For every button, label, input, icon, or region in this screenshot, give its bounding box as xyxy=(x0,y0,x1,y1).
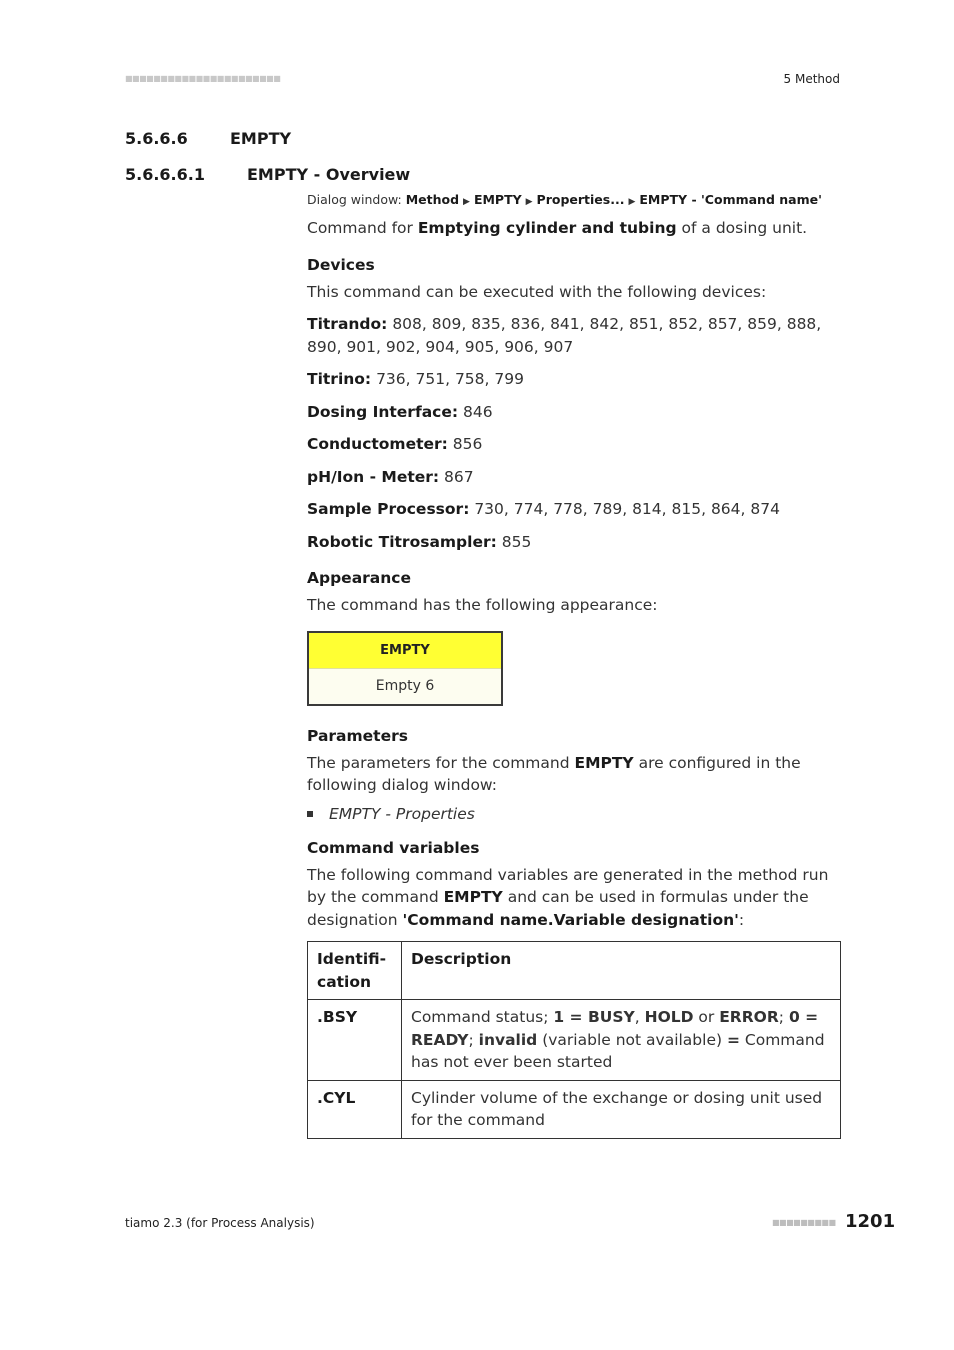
subsection-title: EMPTY - Overview xyxy=(247,165,411,184)
command-box-title: EMPTY xyxy=(309,633,501,669)
devices-text: This command can be executed with the following devices: xyxy=(307,282,767,301)
device-titrando: Titrando: 808, 809, 835, 836, 841, 842, 851, 852, 857, 859, 888, 890, 901, 902, 904, 905, 906, 907 xyxy=(307,315,822,356)
running-header-chapter: 5 Method xyxy=(783,72,840,86)
arrow-right-icon: ▶ xyxy=(628,197,636,207)
appearance-heading: Appearance xyxy=(307,569,411,587)
column-header-identification: Identifi-cation xyxy=(308,942,402,1000)
header-decoration: ■■■■■■■■■■■■■■■■■■■■■■ xyxy=(125,74,281,83)
bullet-square-icon xyxy=(307,811,313,817)
appearance-text: The command has the following appearance: xyxy=(307,596,658,614)
arrow-right-icon: ▶ xyxy=(525,197,533,207)
dialog-path: Dialog window: Method ▶ EMPTY ▶ Properties... ▶ EMPTY - 'Command name' xyxy=(307,192,822,207)
section-title: EMPTY xyxy=(230,129,292,148)
parameters-text: The parameters for the command EMPTY are configured in the following dialog window: xyxy=(307,753,801,794)
variable-id: .BSY xyxy=(308,1000,402,1081)
device-ph-ion-meter: pH/Ion - Meter: 867 xyxy=(307,467,474,486)
page-number: 1201 xyxy=(845,1211,896,1232)
command-box-name: Empty 6 xyxy=(309,669,501,704)
arrow-right-icon: ▶ xyxy=(463,197,470,207)
command-appearance-box xyxy=(307,631,503,706)
table-header-row xyxy=(308,942,841,1000)
properties-dialog-link[interactable]: EMPTY - Properties xyxy=(329,804,475,823)
column-header-description: Description xyxy=(402,942,841,1000)
variable-id: .CYL xyxy=(308,1080,402,1138)
device-robotic-titrosampler: Robotic Titrosampler: 855 xyxy=(307,532,532,551)
command-variables-text: The following command variables are generated in the method run by the command EMPTY and can be used in formulas under the designation 'Command name.Variable designation': xyxy=(307,865,829,929)
table-row xyxy=(308,1080,841,1138)
main-content xyxy=(307,192,841,1139)
footer-product: tiamo 2.3 (for Process Analysis) xyxy=(125,1216,315,1230)
section-number: 5.6.6.6 xyxy=(125,129,188,148)
subsection-number: 5.6.6.6.1 xyxy=(125,165,205,184)
table-row xyxy=(308,1000,841,1081)
device-titrino: Titrino: 736, 751, 758, 799 xyxy=(307,370,524,388)
variables-table xyxy=(307,941,841,1139)
variable-description: Command status; 1 = BUSY, HOLD or ERROR; 0 = READY; invalid (variable not available) = Command has not ever been started xyxy=(402,1000,841,1081)
device-dosing-interface: Dosing Interface: 846 xyxy=(307,402,493,421)
parameters-heading: Parameters xyxy=(307,726,408,745)
device-conductometer: Conductometer: 856 xyxy=(307,435,483,453)
variable-description: Cylinder volume of the exchange or dosing unit used for the command xyxy=(402,1080,841,1138)
command-variables-heading: Command variables xyxy=(307,838,480,857)
device-sample-processor: Sample Processor: 730, 774, 778, 789, 814, 815, 864, 874 xyxy=(307,500,780,518)
footer-decoration: ■■■■■■■■■ xyxy=(772,1218,836,1227)
intro-paragraph: Command for Emptying cylinder and tubing of a dosing unit. xyxy=(307,219,808,237)
subsection-heading xyxy=(125,165,410,184)
devices-heading: Devices xyxy=(307,255,375,274)
list-item xyxy=(307,805,841,823)
section-heading xyxy=(125,129,291,148)
